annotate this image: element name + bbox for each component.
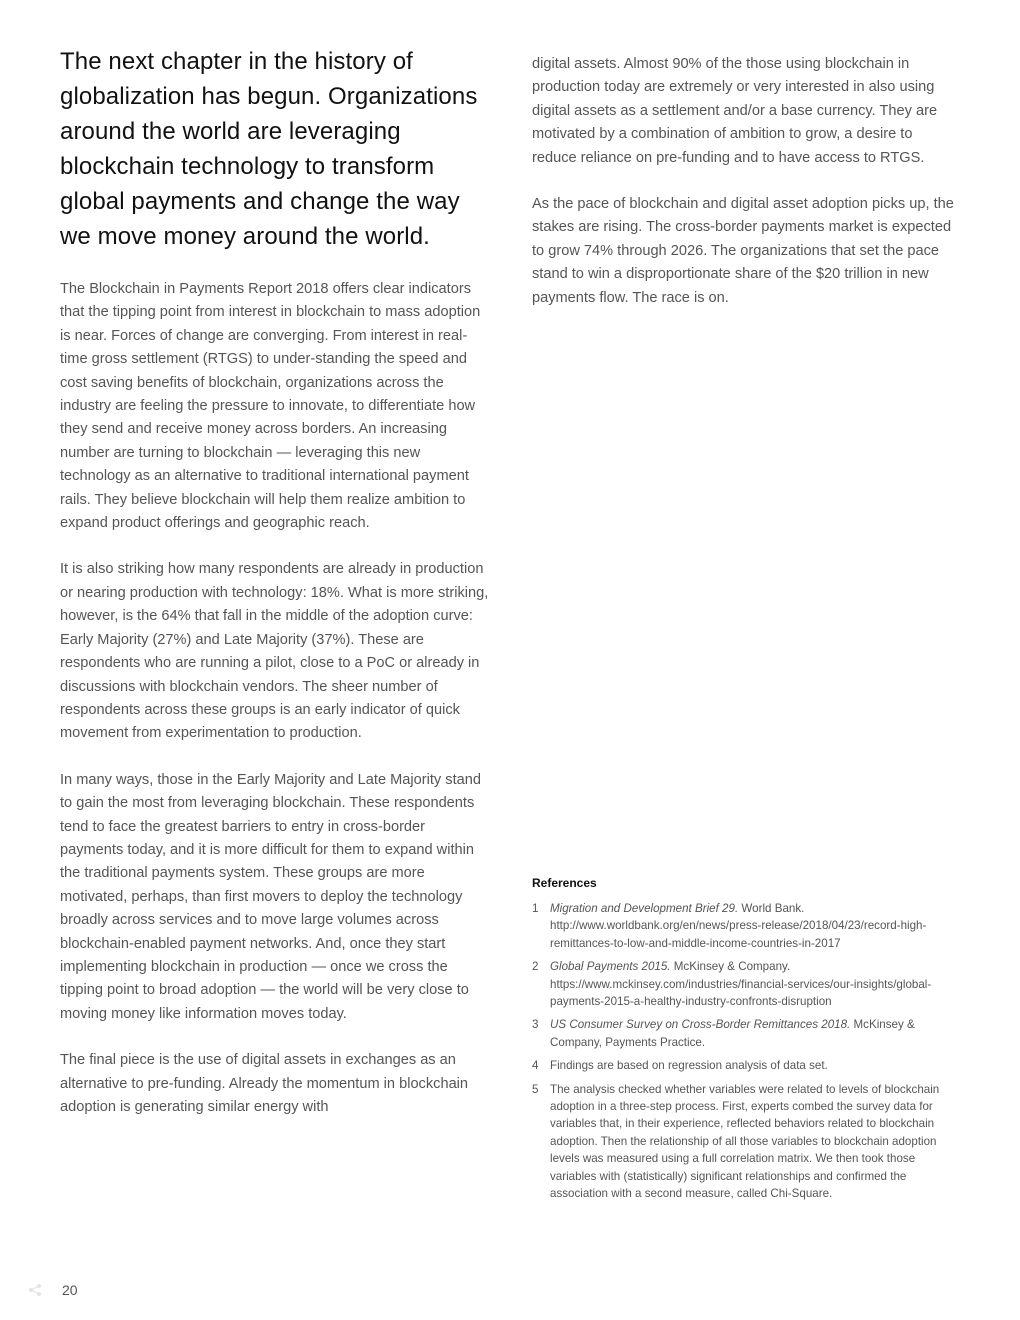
body-paragraph: As the pace of blockchain and digital asset adoption picks up, the stakes are rising. The cross-border payments market is expected to grow 74% through 2026. The organizations that set the pace stand to win a disproportionate share of the $20 trillion in new payments flow. The race is on. <box>532 196 954 306</box>
page-footer <box>28 1280 78 1300</box>
reference-item <box>532 1016 962 1051</box>
body-paragraph: It is also striking how many respondents are already in production or nearing production with technology: 18%. What is more striking, however, is the 64% that fall in the middle of the adoption curve: Early Majority (27%) and Late Majority (37%). These are respondents who are running a pilot, close to a PoC or already in discussions with blockchain vendors. The sheer number of respondents across these groups is an early indicator of quick movement from experimentation to production. <box>60 561 489 742</box>
body-paragraph: digital assets. Almost 90% of the those using blockchain in production today are extremely or very interested in also using digital assets as a settlement and/or a base currency. They are motivated by a combination of ambition to grow, a desire to reduce reliance on pre-funding and to have access to RTGS. <box>532 56 938 166</box>
references-list <box>532 900 962 1203</box>
reference-title: Global Payments 2015. <box>550 960 671 974</box>
reference-text <box>550 958 962 1010</box>
reference-number: 1 <box>532 902 539 915</box>
body-paragraph: In many ways, those in the Early Majority and Late Majority stand to gain the most from leveraging blockchain. These respondents tend to face the greatest barriers to entry in cross-border payments today, and it is more difficult for them to expand within the traditional payments system. These groups are more motivated, perhaps, than first movers to deploy the technology broadly across services and to move large volumes across blockchain-enabled payment networks. And, once they start implementing blockchain in production — once we cross the tipping point to broad adoption — the world will be very close to moving money like information moves today. <box>60 771 481 1022</box>
page-number: 20 <box>62 1282 78 1298</box>
reference-body: McKinsey & Company, Payments Practice. <box>550 1018 915 1049</box>
reference-item <box>532 900 962 952</box>
references-section <box>532 875 962 1209</box>
reference-title: US Consumer Survey on Cross-Border Remittances 2018. <box>550 1018 851 1032</box>
right-column <box>532 53 960 333</box>
reference-title: Migration and Development Brief 29. <box>550 902 739 915</box>
reference-text: Findings are based on regression analysis of data set. <box>550 1059 828 1073</box>
page-headline: The next chapter in the history of globalization has begun. Organizations around the world are leveraging blockchain technology to transform global payments and change the way we move money around the world. <box>60 48 478 250</box>
reference-number: 3 <box>532 1018 539 1032</box>
reference-number: 5 <box>532 1082 539 1096</box>
reference-number: 4 <box>532 1059 539 1073</box>
share-icon[interactable] <box>28 1283 42 1297</box>
references-title: References <box>532 876 597 890</box>
reference-text: The analysis checked whether variables were related to levels of blockchain adoption in a three-step process. First, experts combed the survey data for variables that, in their experience, reflected behaviors related to blockchain adoption. Then the relationship of all those variables to blockchain adoption levels was measured using a full correlation matrix. We then took those variables with (statistically) significant relationships and confirmed the association with a second measure, called Chi-Square. <box>550 1082 940 1201</box>
reference-item <box>532 958 962 1010</box>
body-paragraph: The final piece is the use of digital assets in exchanges as an alternative to pre-funding. Already the momentum in blockchain adoption is generating similar energy with <box>60 1052 469 1115</box>
reference-body: World Bank. http://www.worldbank.org/en/news/press-release/2018/04/23/record-high-remittances-to-low-and-middle-income-countries-in-2017 <box>550 902 927 950</box>
reference-item <box>532 1057 962 1074</box>
reference-number: 2 <box>532 960 539 974</box>
reference-body: McKinsey & Company. https://www.mckinsey.com/industries/financial-services/our-insights/global-payments-2015-a-healthy-industry-confronts-disruption <box>550 960 932 1009</box>
reference-item <box>532 1081 962 1203</box>
left-column <box>60 44 492 1142</box>
reference-text <box>550 900 962 952</box>
reference-text <box>550 1016 962 1051</box>
body-paragraph: The Blockchain in Payments Report 2018 offers clear indicators that the tipping point from interest in blockchain to mass adoption is near. Forces of change are converging. From interest in real-time gross settlement (RTGS) to under-standing the speed and cost saving benefits of blockchain, organizations across the industry are feeling the pressure to innovate, to differentiate how they send and receive money across borders. An increasing number are turning to blockchain — leveraging this new technology as an alternative to traditional international payment rails. They believe blockchain will help them realize ambition to expand product offerings and geographic reach. <box>60 281 481 532</box>
